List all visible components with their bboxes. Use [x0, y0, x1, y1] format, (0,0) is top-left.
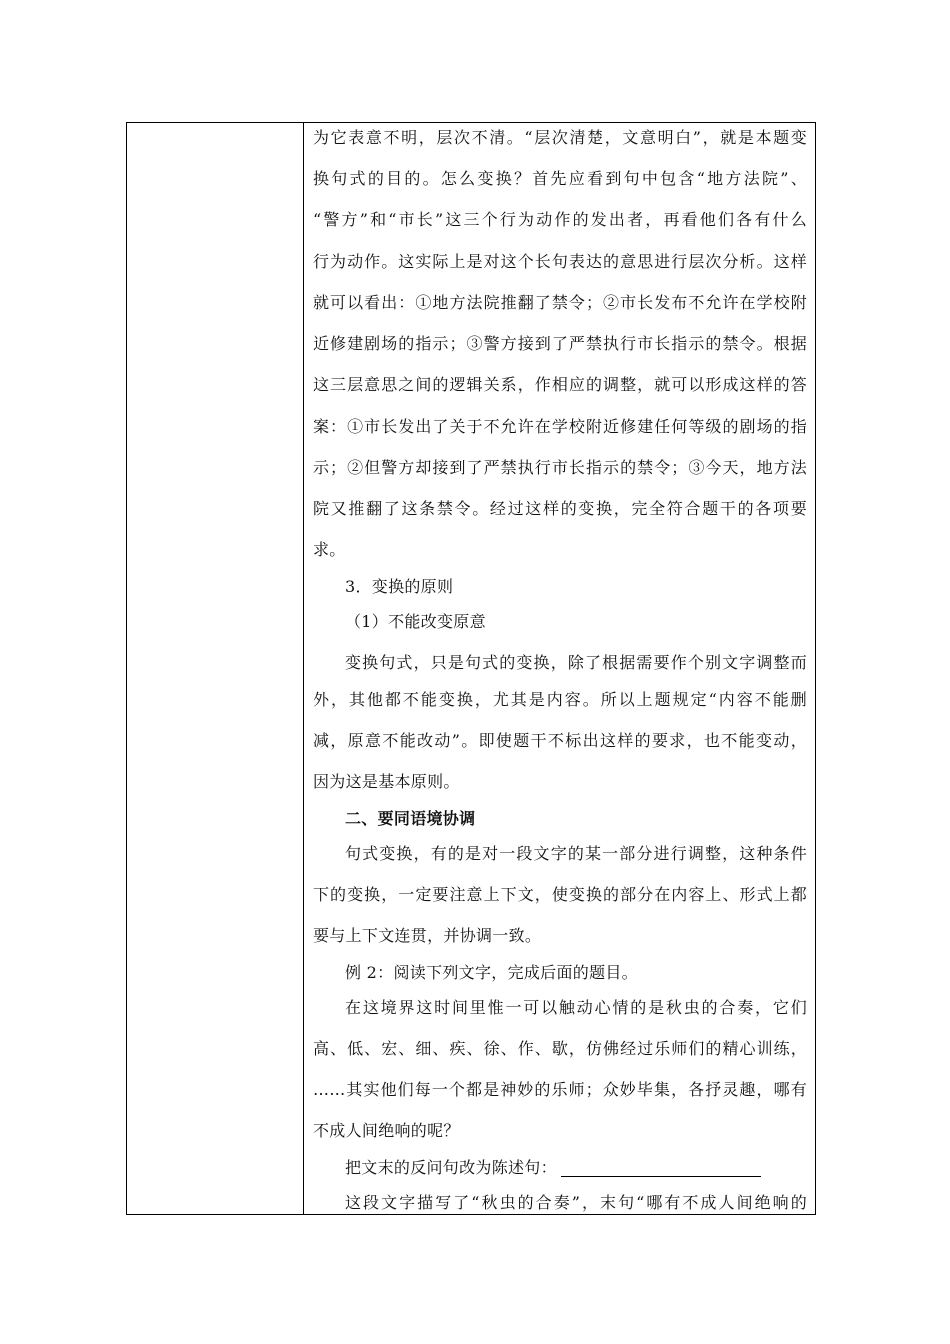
- text-line: 变换句式，只是句式的变换，除了根据需要作个别文字调整而: [345, 653, 807, 672]
- text-line: 换句式的目的。怎么变换？首先应看到句中包含“地方法院”、: [313, 169, 807, 188]
- right-column-cell: [304, 123, 815, 1214]
- text-line: 近修建剧场的指示；③警方接到了严禁执行市长指示的禁令。根据: [313, 334, 807, 353]
- text-line: 不成人间绝响的呢？: [313, 1121, 460, 1140]
- text-line: 示；②但警方却接到了严禁执行市长指示的禁令；③今天，地方法: [313, 458, 807, 477]
- section-two-heading: 二、要同语境协调: [345, 809, 476, 828]
- text-line: 要与上下文连贯，并协调一致。: [313, 926, 542, 945]
- text-line: 句式变换，有的是对一段文字的某一部分进行调整，这种条件: [345, 844, 807, 863]
- question-text: 把文末的反问句改为陈述句：: [345, 1158, 557, 1177]
- text-line: 为它表意不明，层次不清。“层次清楚，文意明白”，就是本题变: [313, 128, 807, 147]
- text-line: 案：①市长发出了关于不允许在学校附近修建任何等级的剧场的指: [313, 417, 807, 436]
- document-table: [126, 122, 816, 1215]
- text-line: 在这境界这时间里惟一可以触动心情的是秋虫的合奏，它们: [345, 998, 807, 1017]
- text-line: 求。: [313, 540, 346, 559]
- principle-heading: 3．变换的原则: [345, 577, 454, 596]
- text-line: 这段文字描写了“秋虫的合奏”，末句“哪有不成人间绝响的: [345, 1193, 807, 1212]
- text-line: 下的变换，一定要注意上下文，使变换的部分在内容上、形式上都: [313, 885, 807, 904]
- text-line: 这三层意思之间的逻辑关系，作相应的调整，就可以形成这样的答: [313, 375, 807, 394]
- answer-blank: [561, 1160, 761, 1177]
- example-heading: 例 2：阅读下列文字，完成后面的题目。: [345, 963, 638, 982]
- text-line: ……其实他们每一个都是神妙的乐师；众妙毕集，各抒灵趣，哪有: [313, 1080, 807, 1099]
- left-column-cell: [127, 123, 304, 1214]
- text-line: 外，其他都不能变换，尤其是内容。所以上题规定“内容不能删: [313, 690, 807, 709]
- question-line: [345, 1156, 807, 1180]
- text-line: 减，原意不能改动”。即使题干不标出这样的要求，也不能变动，: [313, 731, 807, 750]
- text-line: 就可以看出：①地方法院推翻了禁令；②市长发布不允许在学校附: [313, 293, 807, 312]
- text-line: 因为这是基本原则。: [313, 772, 460, 791]
- text-line: 高、低、宏、细、疾、徐、作、歇，仿佛经过乐师们的精心训练，: [313, 1039, 807, 1058]
- text-line: 行为动作。这实际上是对这个长句表达的意思进行层次分析。这样: [313, 252, 807, 271]
- text-line: 院又推翻了这条禁令。经过这样的变换，完全符合题干的各项要: [313, 499, 807, 518]
- principle-item-1: （1）不能改变原意: [345, 612, 486, 631]
- text-line: “警方”和“市长”这三个行为动作的发出者，再看他们各有什么: [313, 210, 807, 229]
